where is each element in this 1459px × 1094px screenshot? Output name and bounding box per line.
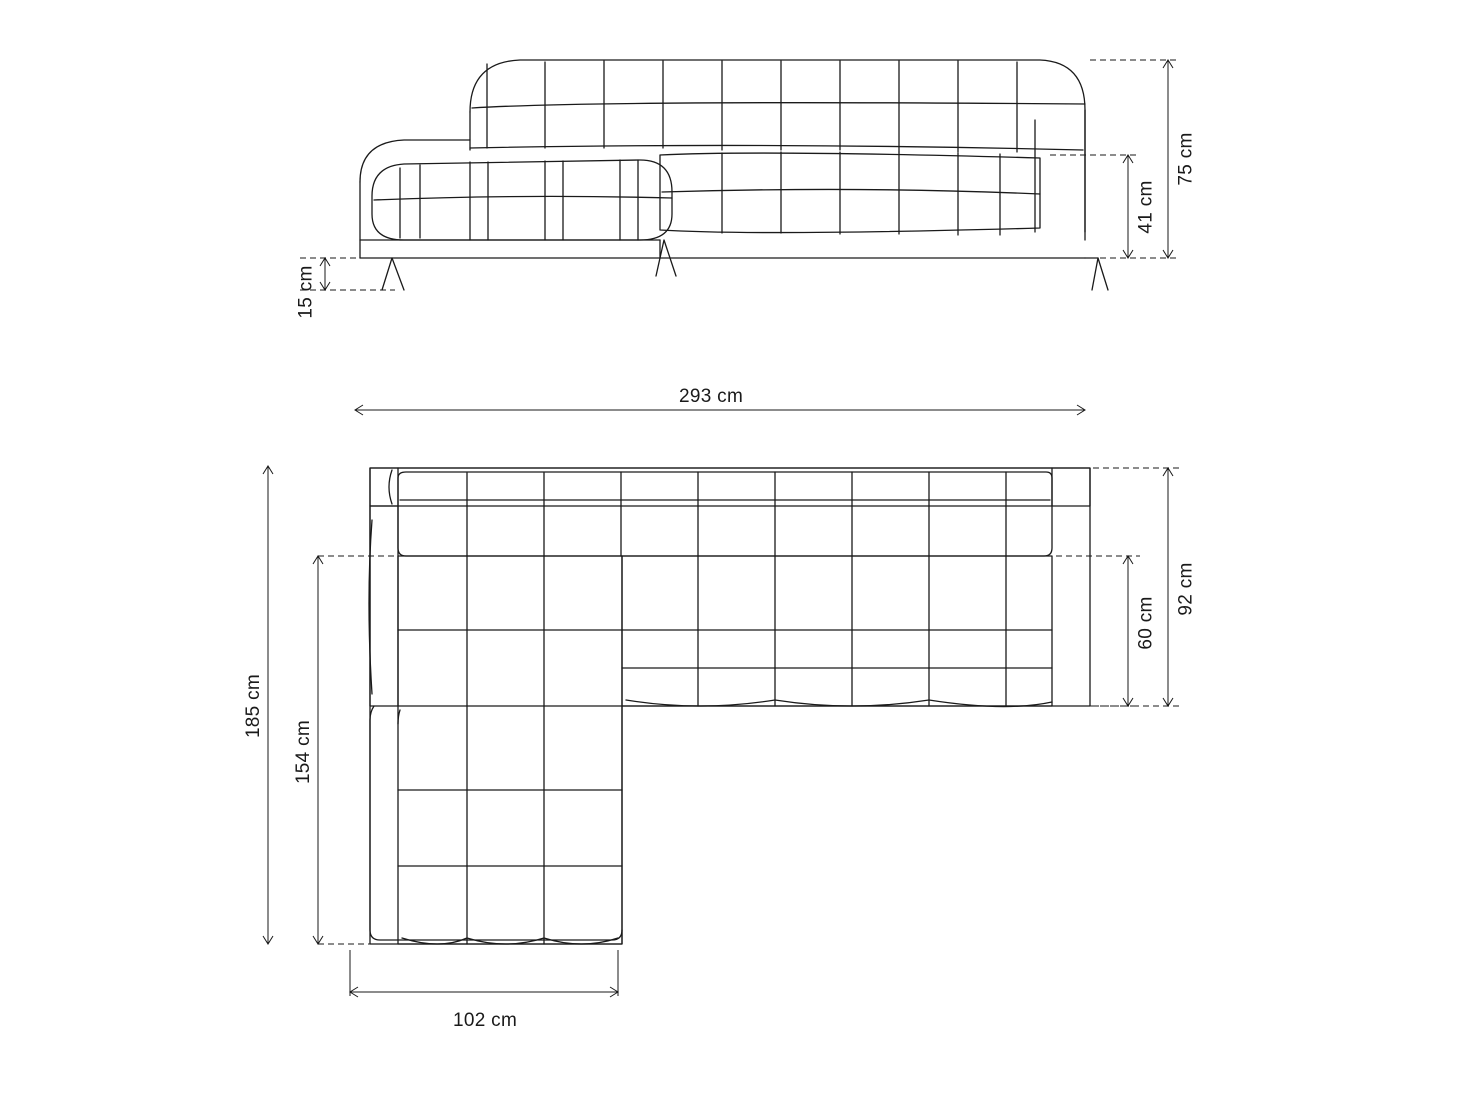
plan-left-arm — [370, 506, 398, 706]
dimension-label-depth-92: 92 cm — [1175, 562, 1197, 616]
plan-chaise-seat — [398, 556, 622, 944]
dimension-label-depth-154: 154 cm — [293, 719, 315, 785]
dimension-label-depth-185: 185 cm — [243, 673, 265, 739]
plan-back-cushions — [398, 472, 1052, 556]
dimension-label-height-75: 75 cm — [1175, 132, 1197, 186]
dimension-label-height-41: 41 cm — [1135, 180, 1157, 234]
dimension-label-height-15: 15 cm — [295, 265, 317, 319]
plan-chaise-cushion-round — [370, 706, 622, 940]
dimension-label-depth-60: 60 cm — [1135, 596, 1157, 650]
plan-main-seat — [622, 556, 1052, 706]
dimension-label-width-102: 102 cm — [453, 1010, 518, 1031]
dimension-label-width-293: 293 cm — [679, 386, 744, 407]
